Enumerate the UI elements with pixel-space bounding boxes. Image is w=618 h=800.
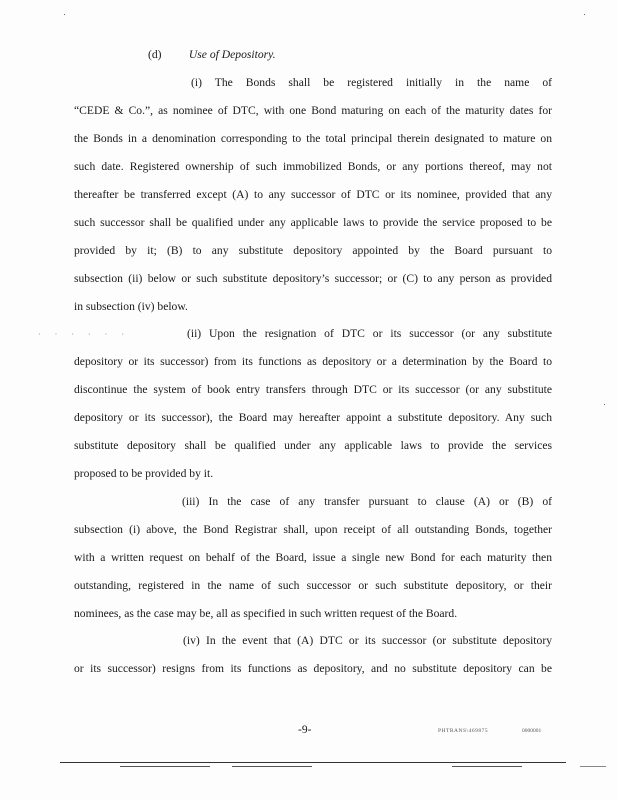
scan-speck	[584, 14, 585, 15]
scan-artifact-line	[580, 766, 606, 767]
document-code: PHTRANS\469875	[438, 728, 489, 734]
scan-artifact-line	[232, 766, 312, 767]
section-heading	[148, 48, 276, 61]
text-line: subsection (ii) below or such substitute depository’s successor; or (C) to any person as provided	[74, 272, 552, 285]
section-title: Use of Depository.	[188, 48, 276, 61]
text-line: such date. Registered ownership of such immobilized Bonds, or any portions thereof, may not	[74, 160, 552, 173]
scan-speck	[604, 404, 605, 405]
text-line: such successor shall be qualified under any applicable laws to provide the service proposed to be	[74, 216, 552, 229]
text-line: discontinue the system of book entry transfers through DTC or its successor (or any substitute	[74, 383, 552, 396]
margin-dots: · · · · · ·	[38, 330, 130, 339]
text-line: or its successor) resigns from its functions as depository, and no substitute depository can be	[74, 662, 552, 675]
text-line: nominees, as the case may be, all as specified in such written request of the Board.	[74, 607, 458, 620]
paragraph-iv-start: (iv) In the event that (A) DTC or its successor (or substitute depository	[183, 634, 552, 647]
scan-speck	[64, 14, 65, 15]
paragraph-iii-start: (iii) In the case of any transfer pursuant to clause (A) or (B) of	[182, 495, 552, 508]
text-line: outstanding, registered in the name of such successor or such substitute depository, or their	[74, 579, 552, 592]
text-line: depository or its successor), the Board may hereafter appoint a substitute depository. Any such	[74, 411, 552, 424]
text-line: substitute depository shall be qualified under any applicable laws to provide the services	[74, 439, 552, 452]
text-line: the Bonds in a denomination corresponding to the total principal therein designated to mature on	[74, 132, 552, 145]
text-line: in subsection (iv) below.	[74, 300, 188, 313]
text-line: “CEDE & Co.”, as nominee of DTC, with one Bond maturing on each of the maturity dates for	[74, 104, 552, 117]
text-line: depository or its successor) from its functions as depository or a determination by the Board to	[74, 355, 552, 368]
scan-artifact-line	[452, 766, 522, 767]
paragraph-ii-start: (ii) Upon the resignation of DTC or its successor (or any substitute	[187, 327, 552, 340]
page-number: -9-	[298, 724, 312, 736]
document-code-secondary: 0000001	[522, 728, 542, 734]
section-number: (d)	[148, 48, 162, 61]
text-line: proposed to be provided by it.	[74, 467, 214, 480]
text-line: subsection (i) above, the Bond Registrar shall, upon receipt of all outstanding Bonds, together	[74, 523, 552, 536]
footer-rule	[60, 762, 566, 763]
text-line: with a written request on behalf of the Board, issue a single new Bond for each maturity then	[74, 551, 552, 564]
text-line: provided by it; (B) to any substitute depository appointed by the Board pursuant to	[74, 244, 552, 257]
scan-artifact-line	[120, 766, 210, 767]
text-line: thereafter be transferred except (A) to any successor of DTC or its nominee, provided that any	[74, 188, 552, 201]
paragraph-i-start: (i) The Bonds shall be registered initially in the name of	[191, 76, 552, 89]
